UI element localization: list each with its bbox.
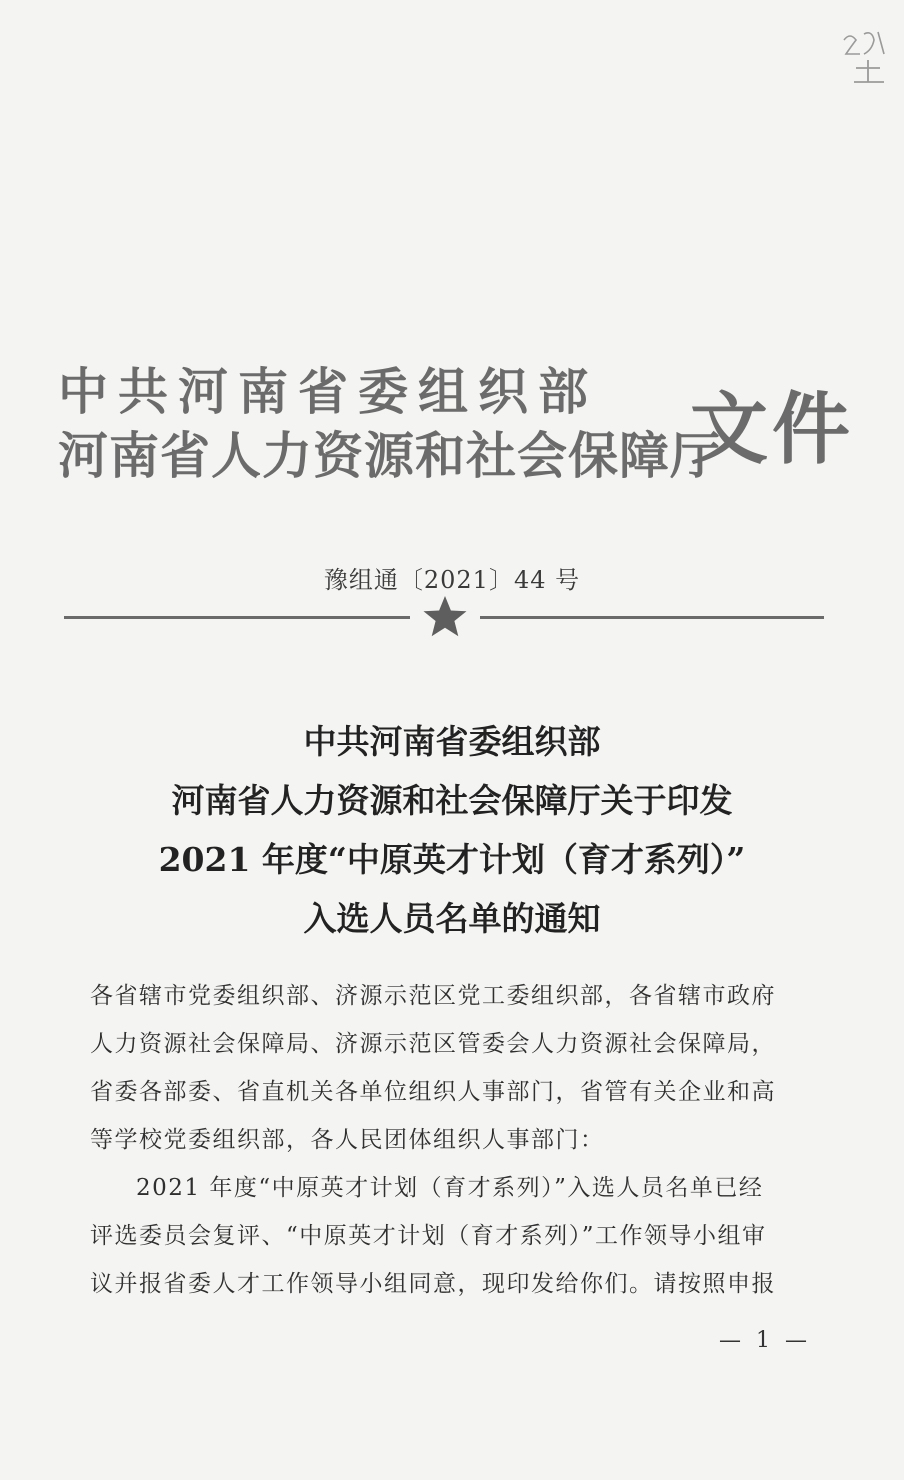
title-line: 入选人员名单的通知: [303, 899, 601, 938]
document-kind: 文件: [690, 385, 855, 475]
paragraph-line: 2021 年度“中原英才计划（育才系列）”入选人员名单已经: [136, 1175, 764, 1201]
issuer-name-2: 河南省人力资源和社会保障厅: [58, 427, 721, 485]
star-icon: [420, 592, 470, 642]
addressees-line: 省委各部委、省直机关各单位组织人事部门，省管有关企业和高: [90, 1079, 776, 1105]
title-line: 2021 年度“中原英才计划（育才系列）”: [158, 840, 746, 879]
page-number: — 1 —: [719, 1328, 811, 1353]
issuer-block: [58, 360, 721, 488]
document-number: 豫组通〔2021〕44 号: [323, 566, 581, 594]
issuer-name-1: 中共河南省委组织部: [58, 363, 598, 421]
addressees-line: 各省辖市党委组织部、济源示范区党工委组织部，各省辖市政府: [90, 983, 776, 1009]
main-paragraph: [90, 1164, 850, 1308]
addressees: [90, 972, 850, 1164]
paragraph-line: 议并报省委人才工作领导小组同意，现印发给你们。请按照申报: [90, 1271, 776, 1297]
title-line: 河南省人力资源和社会保障厅关于印发: [171, 781, 733, 820]
notice-body: [90, 972, 850, 1308]
handwritten-note: [838, 22, 898, 92]
addressees-line: 等学校党委组织部，各人民团体组织人事部门：: [90, 1127, 605, 1153]
header-rule-right: [480, 616, 824, 619]
title-line: 中共河南省委组织部: [303, 722, 601, 761]
header-rule-left: [64, 616, 410, 619]
addressees-line: 人力资源社会保障局、济源示范区管委会人力资源社会保障局，: [90, 1031, 776, 1057]
paragraph-line: 评选委员会复评、“中原英才计划（育才系列）”工作领导小组审: [90, 1223, 767, 1249]
notice-title: [0, 712, 904, 948]
